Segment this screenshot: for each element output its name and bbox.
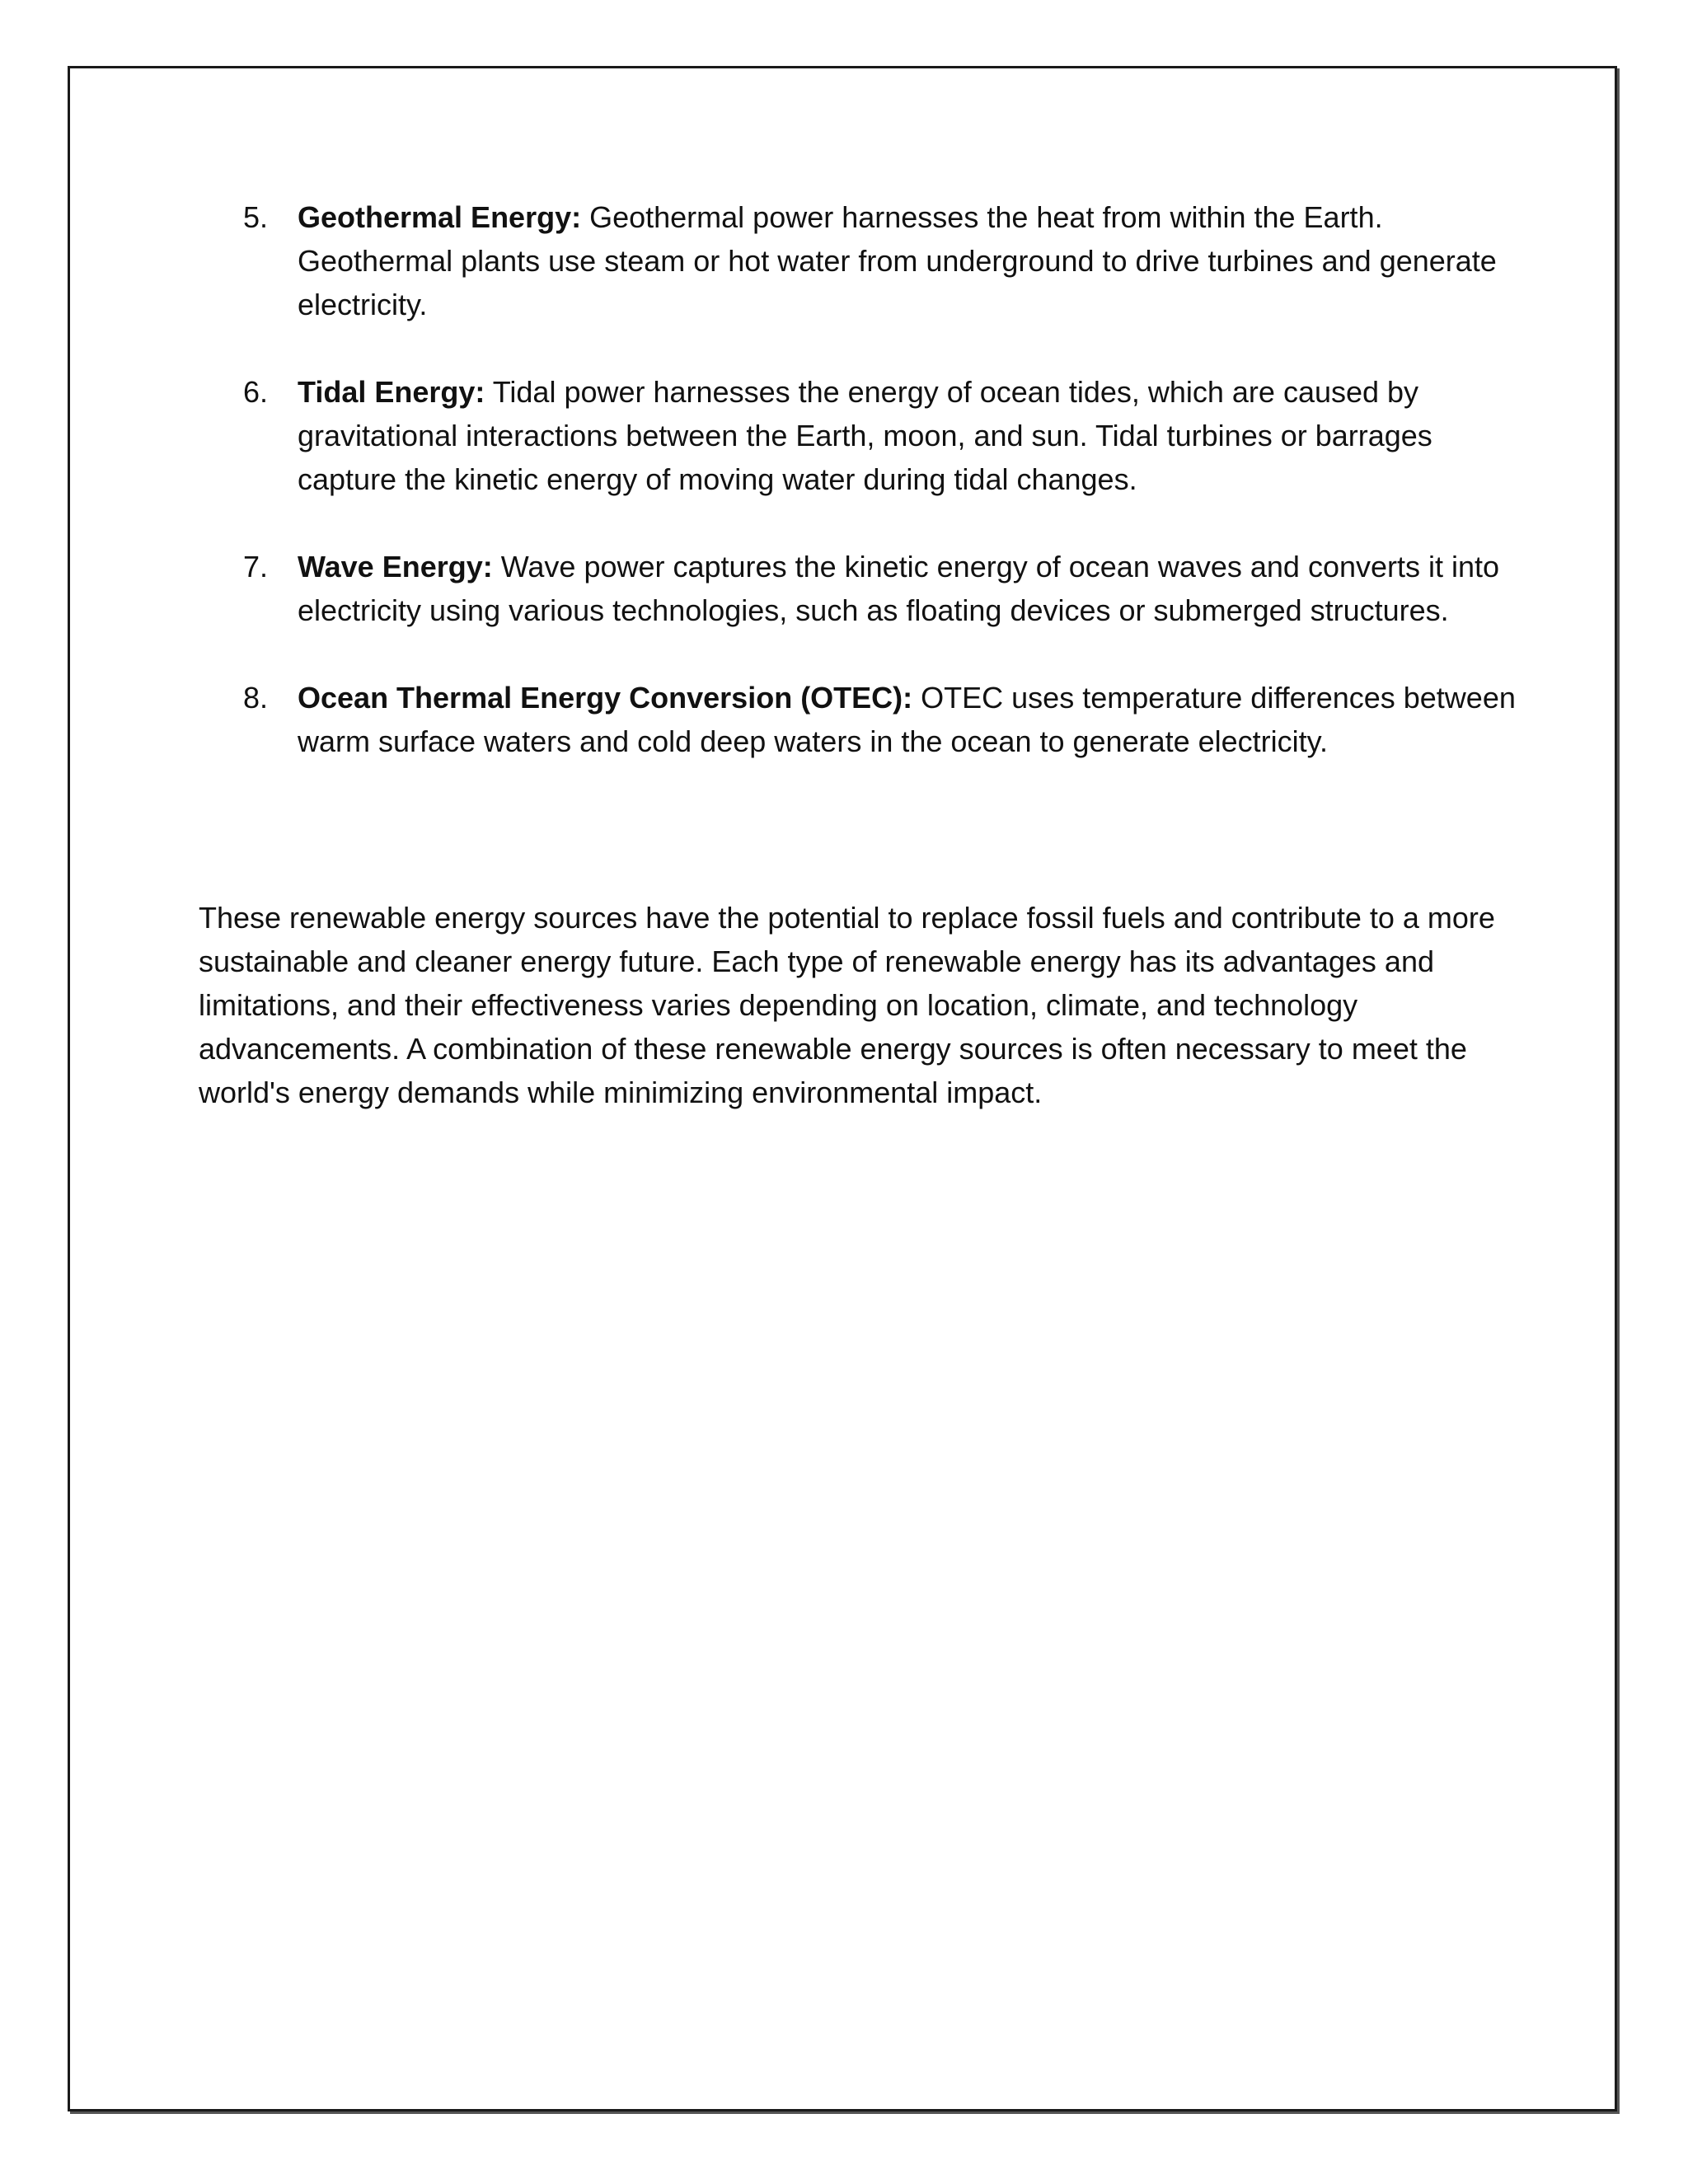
list-item-tidal	[243, 370, 1529, 501]
list-number: 8.	[243, 681, 269, 715]
list-text: Geothermal power harnesses the heat from within the Earth. Geothermal plants use steam or hot water from underground to drive turbines and generate electricity.	[298, 200, 1497, 321]
summary-paragraph: These renewable energy sources have the potential to replace fossil fuels and contribute to a more sustainable and cleaner energy future. Each type of renewable energy has its advantages and limitations, and their effectiveness varies depending on location, climate, and technology advancements. A combination of these renewable energy sources is often necessary to meet the world's energy demands while minimizing environmental impact.	[199, 901, 1495, 1109]
list-term: Geothermal Energy:	[298, 200, 582, 234]
list-item-wave	[243, 545, 1529, 632]
list-term: Ocean Thermal Energy Conversion (OTEC):	[298, 681, 913, 715]
list-term: Tidal Energy:	[298, 375, 485, 409]
list-number: 5.	[243, 200, 269, 234]
list-number: 7.	[243, 550, 269, 583]
list-text: Wave power captures the kinetic energy of ocean waves and converts it into electricity using various technologies, such as floating devices or submerged structures.	[298, 550, 1500, 627]
list-term: Wave Energy:	[298, 550, 493, 583]
list-text: Tidal power harnesses the energy of ocean tides, which are caused by gravitational interactions between the Earth, moon, and sun. Tidal turbines or barrages capture the kinetic energy of moving water during tidal changes.	[298, 375, 1432, 496]
energy-list	[243, 195, 1529, 807]
list-text: OTEC uses temperature differences between warm surface waters and cold deep waters in the ocean to generate electricity.	[298, 681, 1516, 758]
list-item-geothermal	[243, 195, 1529, 326]
list-item-otec	[243, 676, 1529, 763]
list-number: 6.	[243, 375, 269, 409]
